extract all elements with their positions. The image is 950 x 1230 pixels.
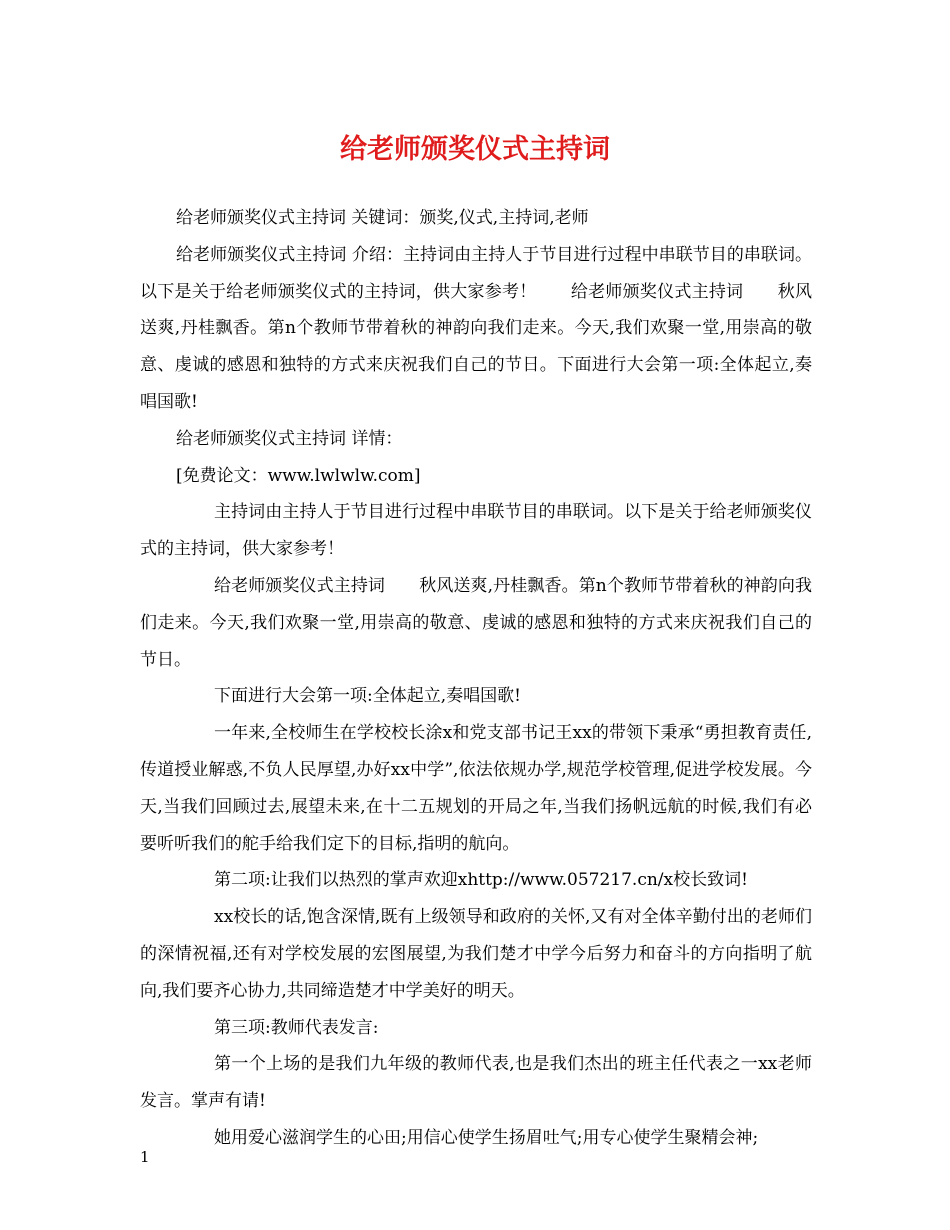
paragraph-body: 她用爱心滋润学生的心田;用信心使学生扬眉吐气;用专心使学生聚精会神;	[214, 1127, 759, 1148]
paragraph-details-heading: 给老师颁奖仪式主持词 详情：	[176, 428, 403, 449]
paragraph-body: 下面进行大会第一项:全体起立,奏唱国歌!	[214, 686, 521, 707]
paragraph-body: 第一个上场的是我们九年级的教师代表,也是我们杰出的班主任代表之一xx老师发言。掌声有请!	[140, 1054, 812, 1112]
paragraph-body: 第三项:教师代表发言:	[214, 1017, 379, 1038]
paragraph-source-note: [免费论文：www.lwlwlw.com]	[176, 465, 421, 486]
paragraph-body: 给老师颁奖仪式主持词 秋风送爽,丹桂飘香。第n个教师节带着秋的神韵向我们走来。今天,我们欢聚一堂,用崇高的敬意、虔诚的感恩和独特的方式来庆祝我们自己的节日。	[140, 575, 812, 670]
paragraph-keywords: 给老师颁奖仪式主持词 关键词：颁奖,仪式,主持词,老师	[176, 208, 589, 228]
paragraph-body: 第二项:让我们以热烈的掌声欢迎xhttp://www.057217.cn/x校长致词!	[214, 870, 748, 891]
paragraph-introduction: 给老师颁奖仪式主持词 介绍：主持词由主持人于节目进行过程中串联节目的串联词。以下是关于给老师颁奖仪式的主持词，供大家参考！ 给老师颁奖仪式主持词 秋风送爽,丹桂飘香。第n个教师节带着秋的神韵向我们走来。今天,我们欢聚一堂,用崇高的敬意、虔诚的感恩和独特的方式来庆祝我们自己的节日。下面进行大会第一项:全体起立,奏唱国歌!	[140, 244, 812, 412]
document-title: 给老师颁奖仪式主持词	[340, 134, 610, 165]
paragraph-body: 主持词由主持人于节目进行过程中串联节目的串联词。以下是关于给老师颁奖仪式的主持词，供大家参考！	[140, 502, 812, 560]
paragraph-body: xx校长的话,饱含深情,既有上级领导和政府的关怀,又有对全体辛勤付出的老师们的深情祝福,还有对学校发展的宏图展望,为我们楚才中学今后努力和奋斗的方向指明了航向,我们要齐心协力,共同缔造楚才中学美好的明天。	[140, 907, 812, 1001]
document-body	[140, 200, 812, 1157]
paragraph-body: 一年来,全校师生在学校校长涂x和党支部书记王xx的带领下秉承“勇担教育责任,传道授业解惑,不负人民厚望,办好xx中学”,依法依规办学,规范学校管理,促进学校发展。今天,当我们回顾过去,展望未来,在十二五规划的开局之年,当我们扬帆远航的时候,我们有必要听听我们的舵手给我们定下的目标,指明的航向。	[140, 723, 812, 854]
page-number: 1	[140, 1148, 150, 1166]
